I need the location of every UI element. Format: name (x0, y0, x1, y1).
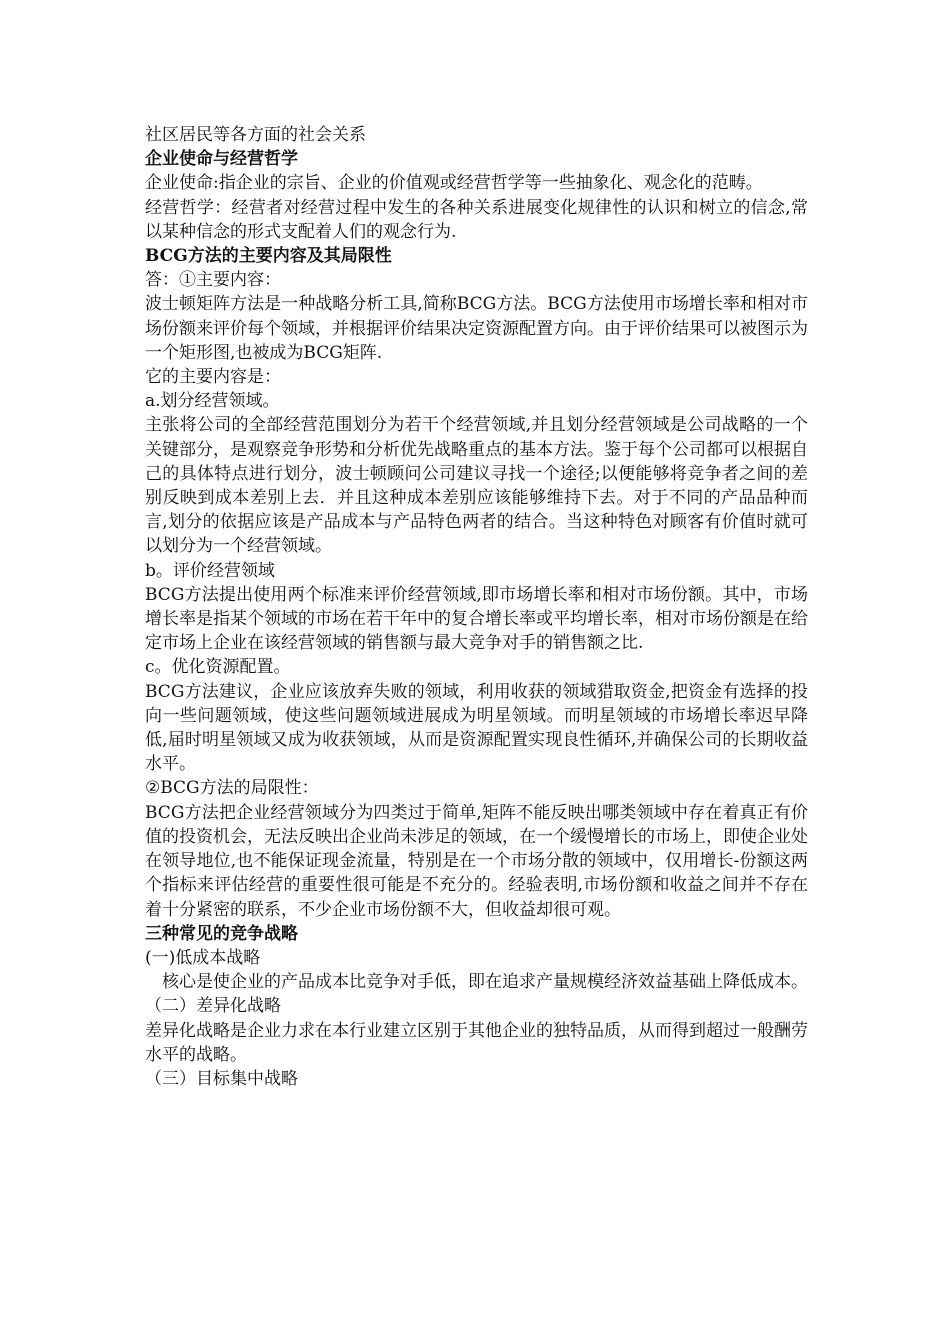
paragraph-item-b-title: b。评价经营领域 (145, 560, 275, 581)
paragraph-focus-title: （三）目标集中战略 (145, 1068, 298, 1089)
paragraph-differentiation-body: 差异化战略是企业力求在本行业建立区别于其他企业的独特品质，从而得到超过一般酬劳水平的战略。 (145, 1020, 808, 1065)
paragraph-philosophy-definition: 经营哲学：经营者对经营过程中发生的各种关系进展变化规律性的认识和树立的信念,常以某种信念的形式支配着人们的观念行为. (145, 197, 808, 242)
paragraph-item-b-body: BCG方法提出使用两个标准来评价经营领域,即市场增长率和相对市场份额。其中，市场增长率是指某个领域的市场在若干年中的复合增长率或平均增长率，相对市场份额是在给定市场上企业在该经营领域的销售额与最大竞争对手的销售额之比. (145, 584, 808, 654)
paragraph-social-relations: 社区居民等各方面的社会关系 (145, 125, 366, 145)
heading-bcg-method: BCG方法的主要内容及其局限性 (145, 246, 392, 267)
paragraph-item-a-title: a.划分经营领域。 (145, 391, 280, 412)
paragraph-item-c-title: c。优化资源配置。 (145, 657, 291, 678)
paragraph-mission-definition: 企业使命:指企业的宗旨、企业的价值观或经营哲学等一些抽象化、观念化的范畴。 (145, 173, 763, 194)
heading-competitive-strategies: 三种常见的竞争战略 (145, 923, 298, 944)
paragraph-item-a-body: 主张将公司的全部经营范围划分为若干个经营领域,并且划分经营领域是公司战略的一个关键部分，是观察竞争形势和分析优先战略重点的基本方法。鉴于每个公司都可以根据自己的具体特点进行划分，波士顿顾问公司建议寻找一个途径;以便能够将竞争者之间的差别反映到成本差别上去．并且这种成本差别应该能够维持下去。对于不同的产品品种而言,划分的依据应该是产品成本与产品特色两者的结合。当这种特色对顾客有价值时就可以划分为一个经营领域。 (145, 415, 808, 557)
paragraph-limitations-title: ②BCG方法的局限性： (145, 778, 319, 799)
heading-mission-philosophy: 企业使命与经营哲学 (145, 149, 298, 170)
paragraph-differentiation-title: （二）差异化战略 (145, 996, 281, 1017)
document-page (145, 123, 808, 1091)
paragraph-bcg-intro: 波士顿矩阵方法是一种战略分析工具,简称BCG方法。BCG方法使用市场增长率和相对市场份额来评价每个领域，并根据评价结果决定资源配置方向。由于评价结果可以被图示为一个矩形图,也被成为BCG矩阵. (145, 294, 808, 363)
paragraph-limitations-body: BCG方法把企业经营领域分为四类过于简单,矩阵不能反映出哪类领域中存在着真正有价值的投资机会，无法反映出企业尚未涉足的领域，在一个缓慢增长的市场上，即使企业处在领导地位,也不能保证现金流量，特别是在一个市场分散的领域中，仅用增长-份额这两个指标来评估经营的重要性很可能是不充分的。经验表明,市场份额和收益之间并不存在着十分紧密的联系，不少企业市场份额不大，但收益却很可观。 (145, 802, 808, 920)
paragraph-low-cost-body: 核心是使企业的产品成本比竞争对手低，即在追求产量规模经济效益基础上降低成本。 (162, 972, 808, 993)
paragraph-item-c-body: BCG方法建议，企业应该放弃失败的领域，利用收获的领域猎取资金,把资金有选择的投向一些问题领域，使这些问题领域进展成为明星领域。而明星领域的市场增长率迟早降低,届时明星领域又成为收获领域，从而是资源配置实现良性循环,并确保公司的长期收益水平。 (145, 681, 808, 775)
paragraph-low-cost-title: (一)低成本战略 (145, 947, 261, 968)
paragraph-answer-main-content: 答：①主要内容： (145, 270, 281, 291)
paragraph-main-content-label: 它的主要内容是： (145, 367, 281, 388)
